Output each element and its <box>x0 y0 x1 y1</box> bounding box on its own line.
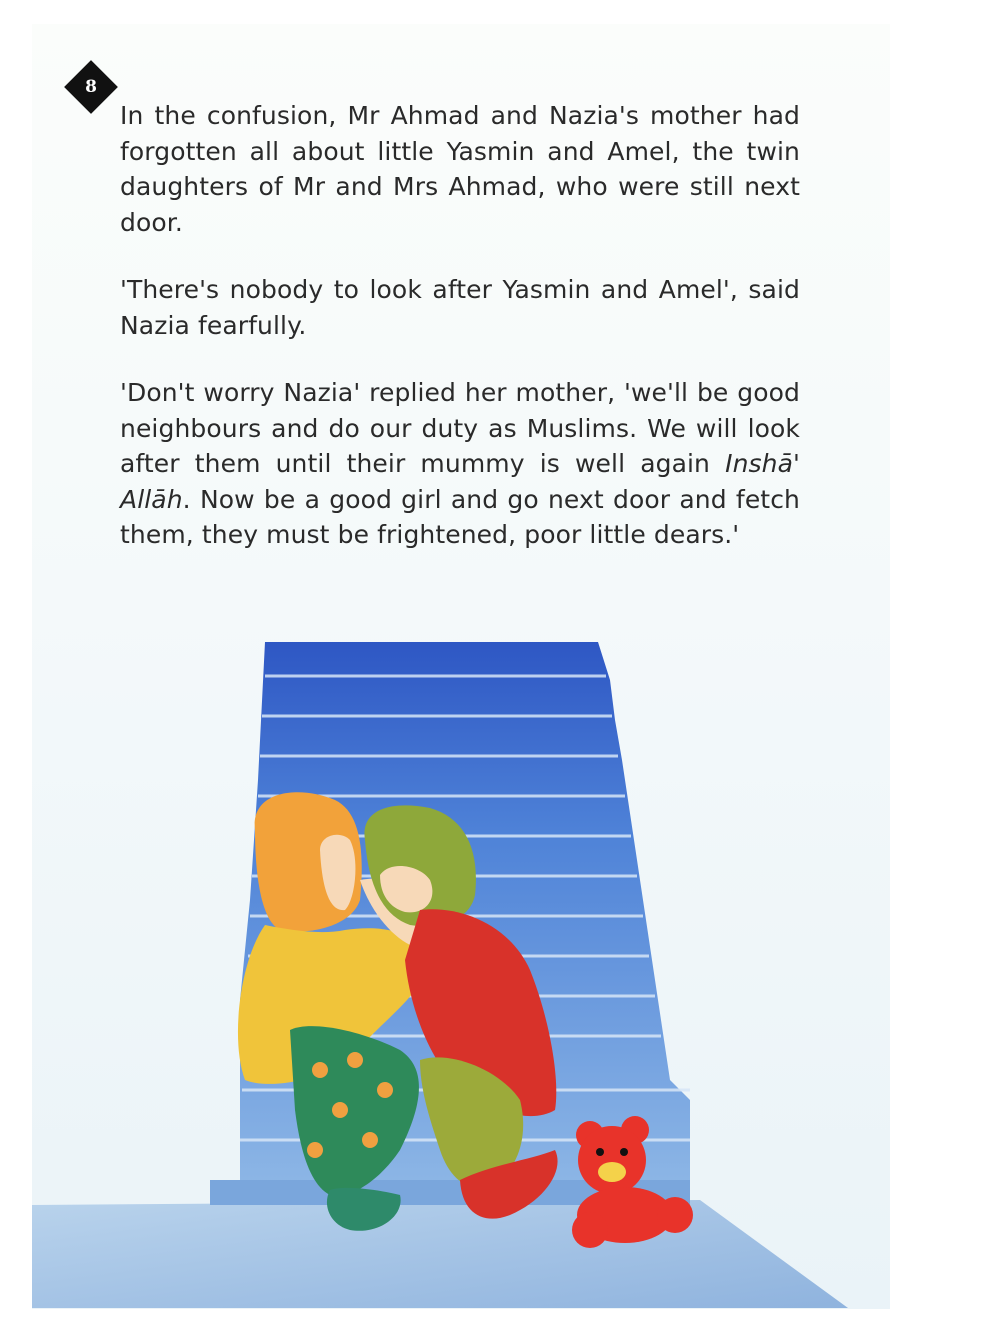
paragraph-3-italic: Inshā' Allāh <box>120 449 800 514</box>
page-number: 8 <box>85 77 97 97</box>
paragraph-3-part-b: . Now be a good girl and go next door and fetch them, they must be frightened, poor little dears.' <box>120 484 800 549</box>
paragraph-2: 'There's nobody to look after Yasmin and Amel', said Nazia fearfully. <box>120 275 800 340</box>
floor <box>32 1200 848 1308</box>
paragraph-1: In the confusion, Mr Ahmad and Nazia's mother had forgotten all about little Yasmin and Amel, the twin daughters of Mr and Mrs Ahmad, who were still next door. <box>120 101 800 237</box>
paragraph-3-part-a: 'Don't worry Nazia' replied her mother, 'we'll be good neighbours and do our duty as Muslims. We will look after them until their mummy is well again <box>120 378 800 478</box>
